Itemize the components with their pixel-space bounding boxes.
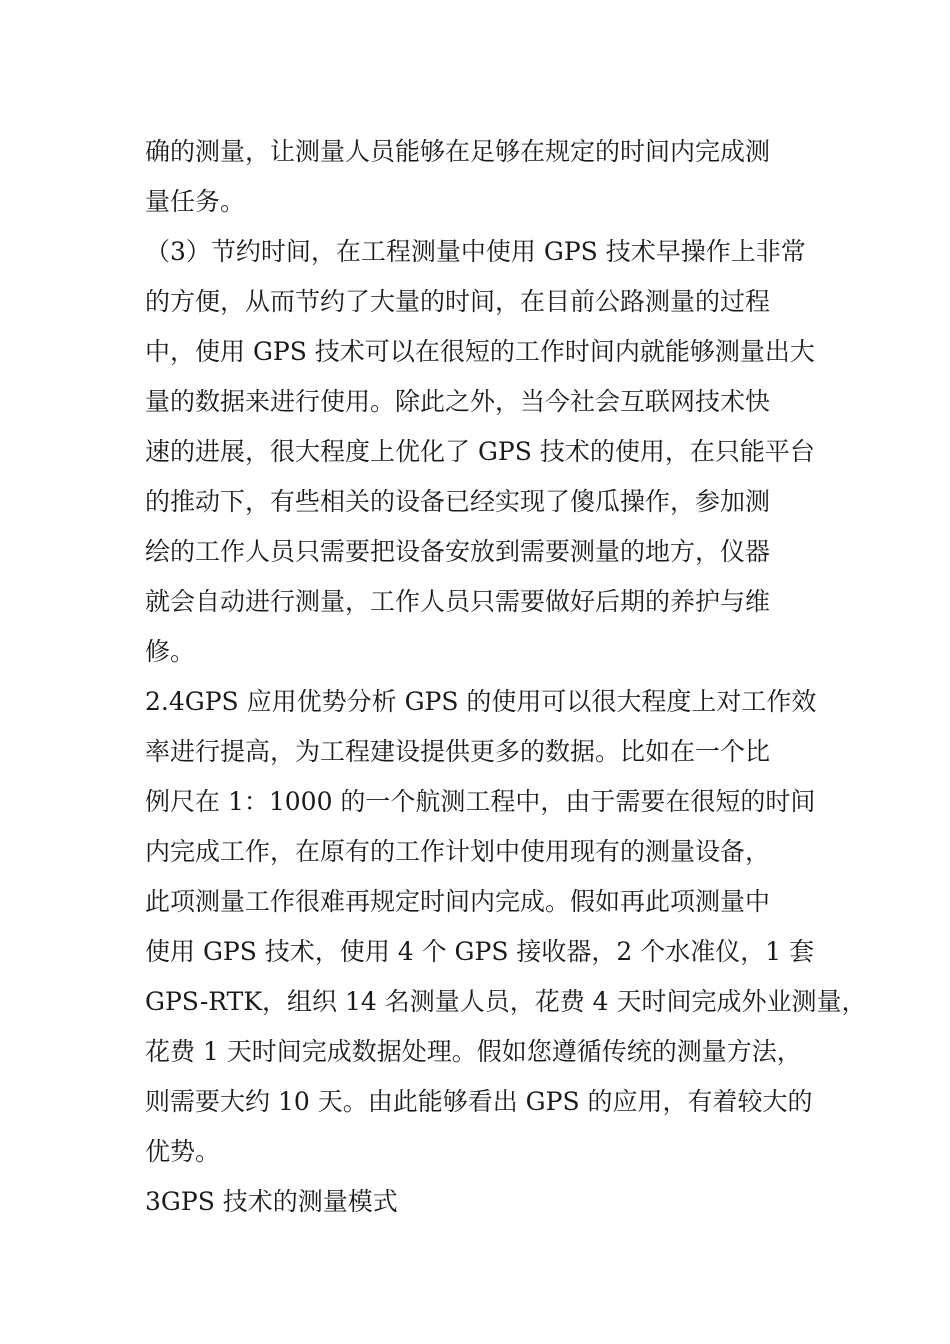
text-line: 速的进展，很大程度上优化了 GPS 技术的使用，在只能平台 bbox=[145, 437, 815, 466]
text-line: 绘的工作人员只需要把设备安放到需要测量的地方，仪器 bbox=[145, 537, 771, 566]
text-line: 花费 1 天时间完成数据处理。假如您遵循传统的测量方法， bbox=[145, 1037, 802, 1066]
text-line: 2.4GPS 应用优势分析 GPS 的使用可以很大程度上对工作效 bbox=[145, 687, 817, 716]
text-line: 的推动下，有些相关的设备已经实现了傻瓜操作，参加测 bbox=[145, 487, 771, 516]
text-line: 的方便，从而节约了大量的时间，在目前公路测量的过程 bbox=[145, 287, 771, 316]
text-line: 量的数据来进行使用。除此之外，当今社会互联网技术快 bbox=[145, 387, 771, 416]
text-line: 内完成工作，在原有的工作计划中使用现有的测量设备， bbox=[145, 837, 771, 866]
text-line: 例尺在 1：1000 的一个航测工程中，由于需要在很短的时间 bbox=[145, 787, 816, 816]
text-line: 优势。 bbox=[145, 1137, 221, 1166]
text-line: GPS-RTK，组织 14 名测量人员，花费 4 天时间完成外业测量， bbox=[145, 987, 867, 1016]
text-line: 此项测量工作很难再规定时间内完成。假如再此项测量中 bbox=[145, 887, 771, 916]
section-heading: 3GPS 技术的测量模式 bbox=[145, 1187, 398, 1216]
text-line: （3）节约时间，在工程测量中使用 GPS 技术早操作上非常 bbox=[145, 237, 806, 266]
text-line: 则需要大约 10 天。由此能够看出 GPS 的应用，有着较大的 bbox=[145, 1087, 813, 1116]
document-body bbox=[145, 127, 867, 1227]
text-line: 中，使用 GPS 技术可以在很短的工作时间内就能够测量出大 bbox=[145, 337, 815, 366]
text-line: 率进行提高，为工程建设提供更多的数据。比如在一个比 bbox=[145, 737, 771, 766]
text-line: 确的测量，让测量人员能够在足够在规定的时间内完成测 bbox=[145, 137, 771, 166]
text-line: 修。 bbox=[145, 637, 196, 666]
text-line: 使用 GPS 技术，使用 4 个 GPS 接收器，2 个水准仪，1 套 bbox=[145, 937, 815, 966]
text-line: 量任务。 bbox=[145, 187, 246, 216]
text-line: 就会自动进行测量，工作人员只需要做好后期的养护与维 bbox=[145, 587, 771, 616]
